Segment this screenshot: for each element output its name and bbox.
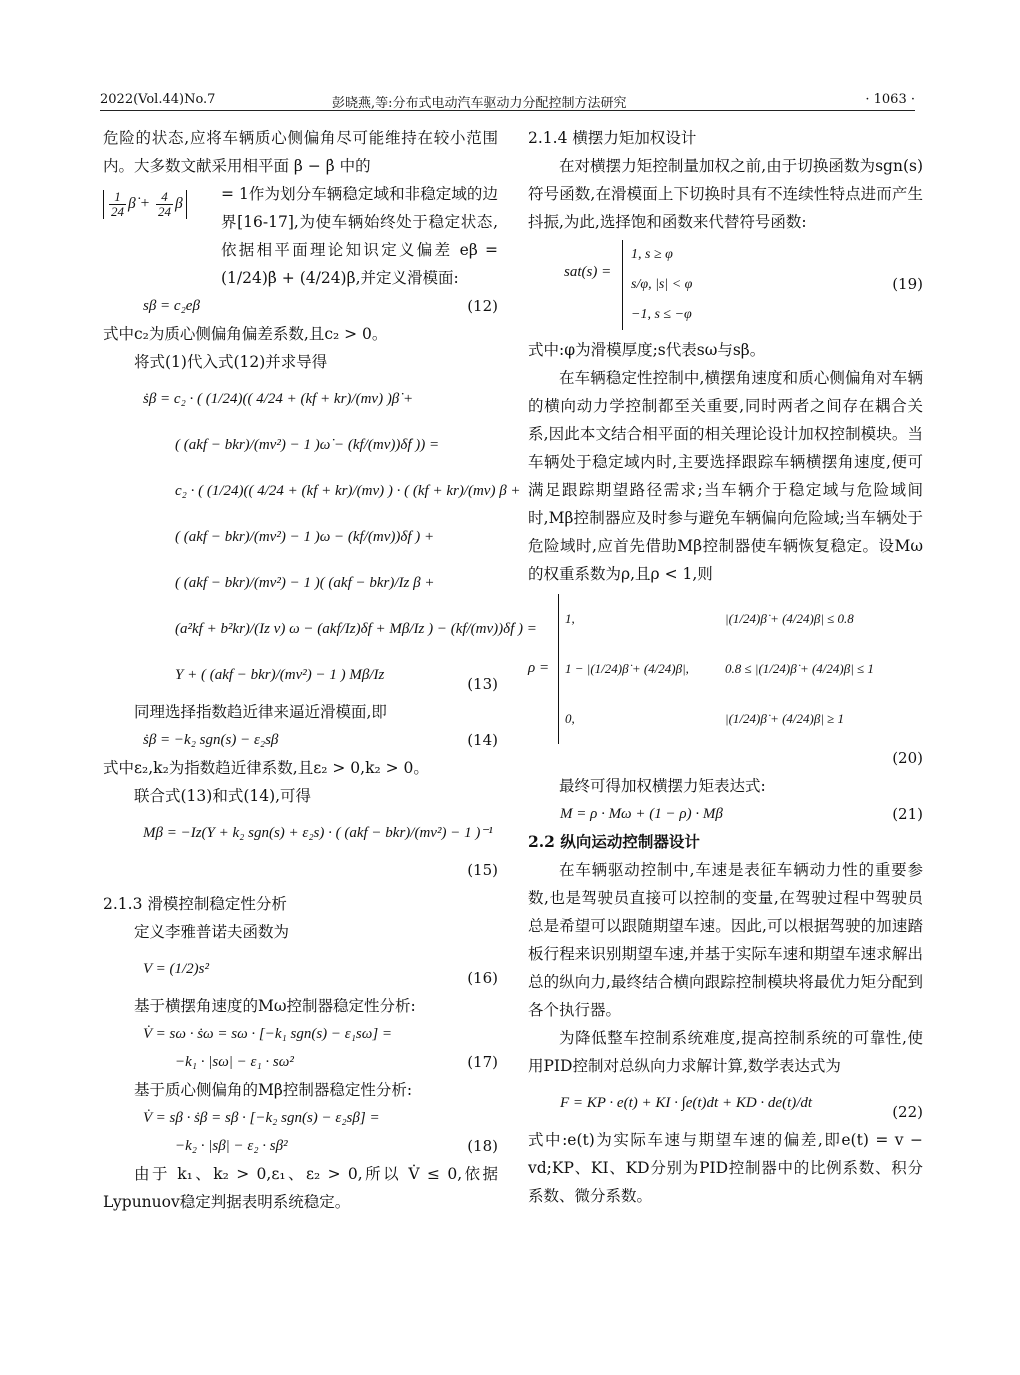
equation-15: Mβ = −Iz(Y + k₂ sgn(s) + ε₂s) · ( (akf − bkr)/(mv²) − 1 )⁻¹	[143, 825, 493, 841]
paragraph: 式中ε₂,k₂为指数趋近律系数,且ε₂ > 0,k₂ > 0。	[103, 759, 429, 777]
journal-issue: 2022(Vol.44)No.7	[100, 92, 216, 107]
section-heading: 2.2 纵向运动控制器设计	[528, 832, 700, 851]
equation-18: V̇ = sβ · ṡβ = sβ · [−k₂ sgn(s) − ε₂sβ] =	[143, 1110, 380, 1126]
equation-13-line: Y + ( (akf − bkr)/(mv²) − 1 ) Mβ/Iz (13)	[175, 667, 498, 693]
paragraph: 联合式(13)和式(14),可得	[134, 787, 312, 805]
equation-17-line: −k₁ · |sω| − ε₁ · sω² (17)	[175, 1053, 498, 1071]
paragraph: = 1作为划分车辆稳定域和非稳定域的边界[16-17],为使车辆始终处于稳定状态,依据相平面理论知识定义偏差 eβ = (1/24)β̇ + (4/24)β,并定义滑模面:	[221, 185, 498, 287]
paragraph: $\frac{1}{24}$ β̇ + $\frac{4}{24}$ β	[103, 180, 498, 226]
paragraph: 定义李雅普诺夫函数为	[134, 923, 290, 941]
paragraph: 同理选择指数趋近律来逼近滑模面,即	[134, 703, 387, 721]
equation-13-line: ( (akf − bkr)/(mv²) − 1 )ω̇ − (kf/(mv))δ̇f )) =	[175, 437, 440, 453]
equation-13-line: ( (akf − bkr)/(mv²) − 1 )ω − (kf/(mv))δf ) +	[175, 529, 435, 545]
paragraph: 危险的状态,应将车辆质心侧偏角尽可能维持在较小范围内。大多数文献采用相平面 β − β̇ 中的	[103, 129, 498, 175]
equation-14: ṡβ = −k₂ sgn(s) − ε₂sβ (14)	[143, 731, 498, 749]
section-heading: 2.1.4 横摆力矩加权设计	[528, 129, 697, 147]
paragraph: 由于 k₁、k₂ > 0,ε₁、ε₂ > 0,所以 V̇ ≤ 0,依据Lypunuov稳定判据表明系统稳定。	[103, 1165, 498, 1211]
equation-13: ṡβ = c₂ · ( (1/24)(( 4/24 + (kf + kr)/(mv) )β̇ +	[143, 391, 414, 407]
paragraph: 在对横摆力矩控制量加权之前,由于切换函数为sgn(s)符号函数,在滑模面上下切换时具有不连续性特点进而产生抖振,为此,选择饱和函数来代替符号函数:	[528, 157, 923, 231]
equation-21: M = ρ · Mω + (1 − ρ) · Mβ (21)	[560, 805, 923, 823]
paragraph: 式中:φ为滑模厚度;s代表sω与sβ。	[528, 341, 766, 359]
equation-13-line: (a²kf + b²kr)/(Iz v) ω − (akf/Iz)δf + Mβ/Iz ) − (kf/(mv))δ̇f ) =	[175, 621, 537, 637]
equation-18-line: −k₂ · |sβ| − ε₂ · sβ² (18)	[175, 1137, 498, 1155]
running-header	[100, 88, 915, 111]
paragraph: 在车辆稳定性控制中,横摆角速度和质心侧偏角对车辆的横向动力学控制都至关重要,同时两者之间存在耦合关系,因此本文结合相平面的相关理论设计加权控制模块。当车辆处于稳定域内时,主要选择跟踪车辆横摆角速度,便可满足跟踪期望路径需求;当车辆介于稳定域与危险域间时,Mβ控制器应及时参与避免车辆偏向危险域;当车辆处于危险域时,应首先借助Mβ控制器使车辆恢复稳定。设Mω的权重系数为ρ,且ρ < 1,则	[528, 369, 923, 583]
equation-17: V̇ = sω · ṡω = sω · [−k₁ sgn(s) − ε₁sω] =	[143, 1026, 393, 1042]
paragraph: 基于质心侧偏角的Mβ控制器稳定性分析:	[134, 1081, 413, 1099]
equation-16: V = (1/2)s² (16)	[143, 961, 498, 987]
paragraph: 基于横摆角速度的Mω控制器稳定性分析:	[134, 997, 416, 1015]
paragraph: 为降低整车控制系统难度,提高控制系统的可靠性,使用PID控制对总纵向力求解计算,数学表达式为	[528, 1029, 923, 1075]
section-heading: 2.1.3 滑模控制稳定性分析	[103, 895, 287, 913]
paragraph: 最终可得加权横摆力矩表达式:	[559, 777, 766, 795]
equation-19: sat(s) = 1, s ≥ φ s/φ, |s| < φ −1, s ≤ −φ (19)	[528, 240, 923, 336]
equation-12: sβ = c₂eβ (12)	[143, 297, 498, 315]
page-number: · 1063 ·	[865, 92, 915, 107]
paper-title-header: 彭晓燕,等:分布式电动汽车驱动力分配控制方法研究	[332, 96, 627, 111]
paragraph: 将式(1)代入式(12)并求导得	[134, 353, 328, 371]
right-column	[528, 124, 923, 1210]
equation-20: ρ = 1, |(1/24)β̇ + (4/24)β| ≤ 0.8 1 − |(1/24)β̇ + (4/24)β|, 0.8 ≤ |(1/24)β̇ + (4/24)β| ≤ 1 0, |(1/24)β̇ + (4/24)β| ≥ 1	[528, 594, 923, 744]
paragraph: 式中:e(t)为实际车速与期望车速的偏差,即e(t) = v − vd;KP、KI、KD分别为PID控制器中的比例系数、积分系数、微分系数。	[528, 1131, 923, 1205]
paragraph: 在车辆驱动控制中,车速是表征车辆动力性的重要参数,也是驾驶员直接可以控制的变量,在驾驶过程中驾驶员总是希望可以跟随期望车速。因此,可以根据驾驶的加速踏板行程来识别期望车速,并基于实际车速和期望车速求解出总的纵向力,最终结合横向跟踪控制模块将最优力矩分配到各个执行器。	[528, 861, 923, 1019]
equation-22: F = KP · e(t) + KI · ∫e(t)dt + KD · de(t)/dt (22)	[560, 1095, 923, 1121]
equation-13-line: c₂ · ( (1/24)(( 4/24 + (kf + kr)/(mv) ) · ( (kf + kr)/(mv) β +	[175, 483, 521, 499]
equation-13-line: ( (akf − bkr)/(mv²) − 1 )( (akf − bkr)/Iz β +	[175, 575, 435, 591]
paragraph: 式中c₂为质心侧偏角偏差系数,且c₂ > 0。	[103, 325, 388, 343]
equation-15-number: (15)	[467, 861, 498, 879]
equation-20-number: (20)	[892, 749, 923, 767]
left-column	[103, 124, 537, 1216]
